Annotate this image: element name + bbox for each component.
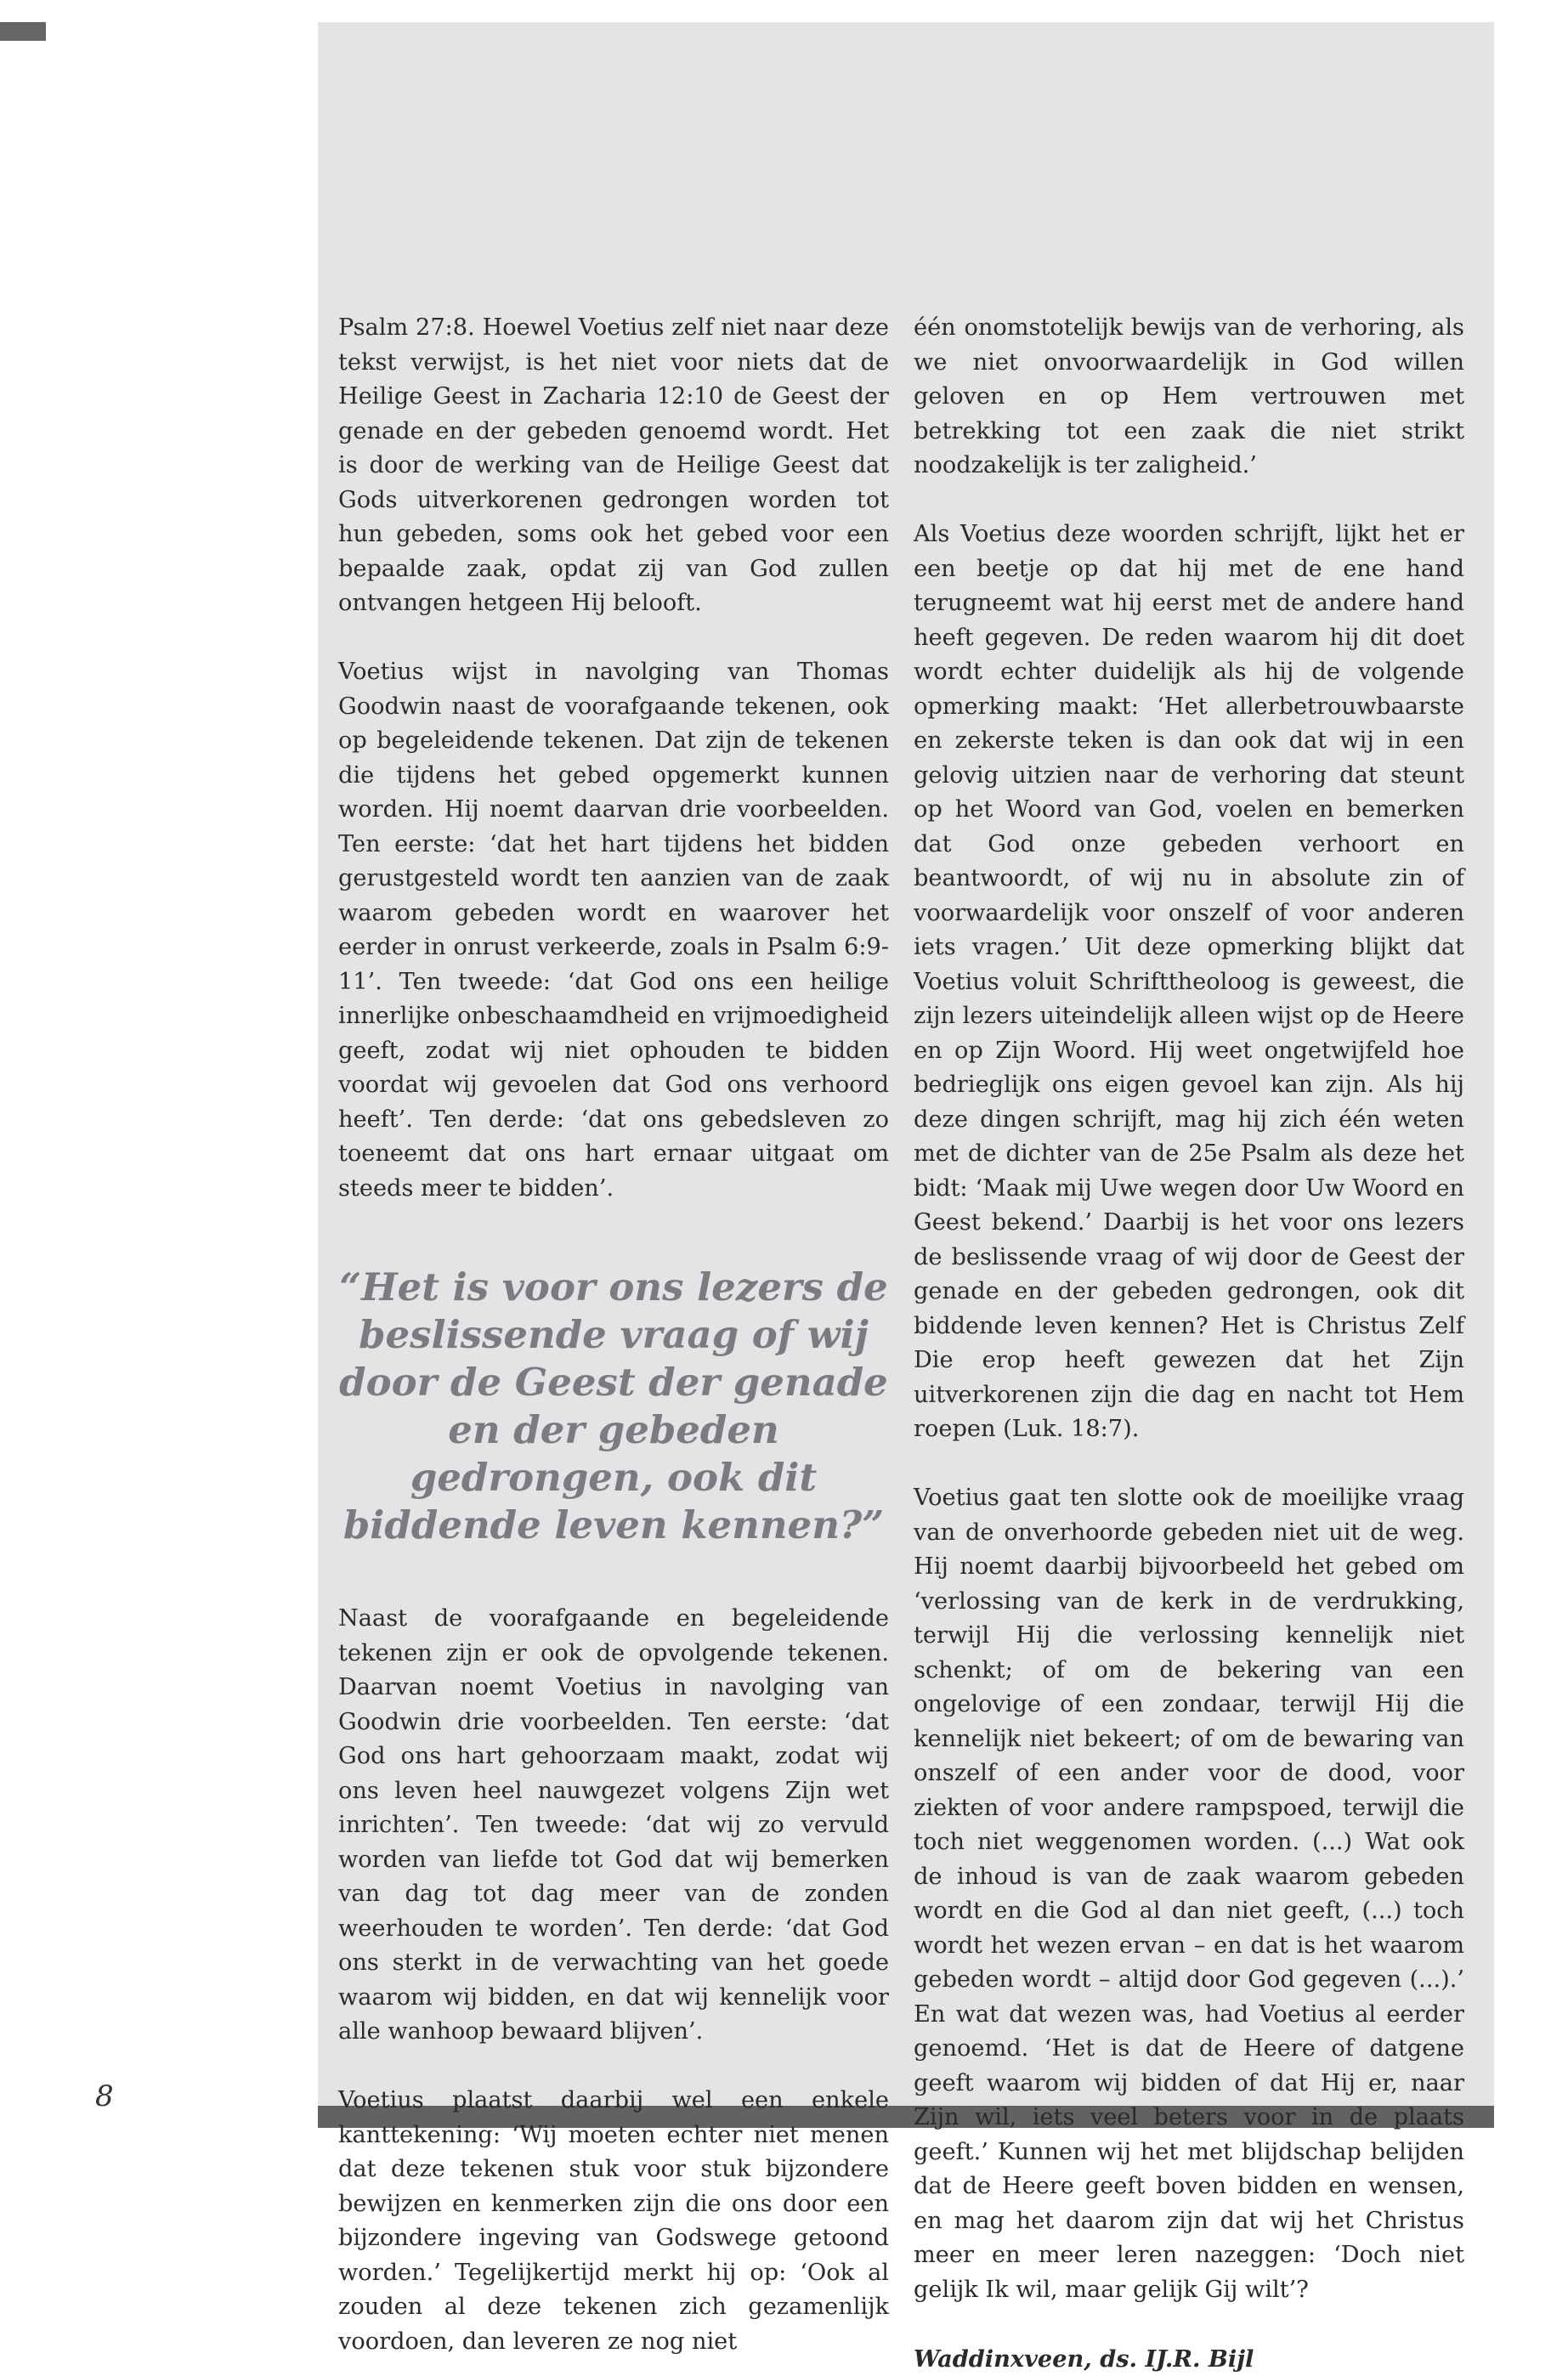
paragraph: Psalm 27:8. Hoewel Voetius zelf niet naar deze tekst verwijst, is het niet voor niets dat de Heilige Geest in Zacharia 12:10 de Geest der genade en der gebeden genoemd wordt. Het is door de werking van de Heilige Geest dat Gods uitverkorenen gedrongen worden tot hun gebeden, soms ook het gebed voor een bepaalde zaak, opdat zij van God zullen ontvangen hetgeen Hij belooft.	[338, 311, 889, 621]
page-number: 8	[95, 2079, 114, 2113]
corner-tab-marker	[0, 22, 46, 41]
paragraph: Als Voetius deze woorden schrijft, lijkt het er een beetje op dat hij met de ene hand terugneemt wat hij eerst met de andere hand heeft gegeven. De reden waarom hij dit doet wordt echter duidelijk als hij de volgende opmerking maakt: ‘Het allerbetrouwbaarste en zekerste teken is dan ook dat wij in een gelovig uitzien naar de verhoring dat steunt op het Woord van God, voelen en bemerken dat God onze gebeden verhoort en beantwoordt, of wij nu in absolute zin of voorwaardelijk voor onszelf of voor anderen iets vragen.’ Uit deze opmerking blijkt dat Voetius voluit Schrifttheoloog is geweest, die zijn lezers uiteindelijk alleen wijst op de Heere en op Zijn Woord. Hij weet ongetwijfeld hoe bedrieglijk ons eigen gevoel kan zijn. Als hij deze dingen schrijft, mag hij zich één weten met de dichter van de 25e Psalm als deze het bidt: ‘Maak mij Uwe wegen door Uw Woord en Geest bekend.’ Daarbij is het voor ons lezers de beslissende vraag of wij door de Geest der genade en der gebeden gedrongen, ook dit biddende leven kennen? Het is Christus Zelf Die erop heeft gewezen dat het Zijn uitverkorenen zijn die dag en nacht tot Hem roepen (Luk. 18:7).	[914, 518, 1464, 1447]
paragraph: Naast de voorafgaande en begeleidende tekenen zijn er ook de opvolgende tekenen. Daarvan noemt Voetius in navolging van Goodwin drie voorbeelden. Ten eerste: ‘dat God ons hart gehoorzaam maakt, zodat wij ons leven heel nauwgezet volgens Zijn wet inrichten’. Ten tweede: ‘dat wij zo vervuld worden van liefde tot God dat wij bemerken van dag tot dag meer van de zonden weerhouden te worden’. Ten derde: ‘dat God ons sterkt in de verwachting van het goede waarom wij bidden, en dat wij kennelijk voor alle wanhoop bewaard blijven’.	[338, 1602, 889, 2050]
left-column	[338, 311, 889, 2359]
author-signature: Waddinxveen, ds. IJ.R. Bijl	[914, 2342, 1464, 2376]
paragraph: Voetius wijst in navolging van Thomas Goodwin naast de voorafgaande tekenen, ook op begeleidende tekenen. Dat zijn de tekenen die tijdens het gebed opgemerkt kunnen worden. Hij noemt daarvan drie voorbeelden. Ten eerste: ‘dat het hart tijdens het bidden gerustgesteld wordt ten aanzien van de zaak waarom gebeden wordt en waarover het eerder in onrust verkeerde, zoals in Psalm 6:9-11’. Ten tweede: ‘dat God ons een heilige innerlijke onbeschaamdheid en vrijmoedigheid geeft, zodat wij niet ophouden te bidden voordat wij gevoelen dat God ons verhoord heeft’. Ten derde: ‘dat ons gebedsleven zo toeneemt dat ons hart ernaar uitgaat om steeds meer te bidden’.	[338, 655, 889, 1206]
pull-quote: “Het is voor ons lezers de beslissende vraag of wij door de Geest der genade en der gebeden gedrongen, ook dit biddende leven kennen?”	[338, 1264, 889, 1549]
paragraph: één onomstotelijk bewijs van de verhoring, als we niet onvoorwaardelijk in God willen geloven en op Hem vertrouwen met betrekking tot een zaak die niet strikt noodzakelijk is ter zaligheid.’	[914, 311, 1464, 484]
paragraph: Voetius plaatst daarbij wel een enkele kanttekening: ‘Wij moeten echter niet menen dat deze tekenen stuk voor stuk bijzondere bewijzen en kenmerken zijn die ons door een bijzondere ingeving van Godswege getoond worden.’ Tegelijkertijd merkt hij op: ‘Ook al zouden al deze tekenen zich gezamenlijk voordoen, dan leveren ze nog niet	[338, 2084, 889, 2359]
paragraph: Voetius gaat ten slotte ook de moeilijke vraag van de onverhoorde gebeden niet uit de weg. Hij noemt daarbij bijvoorbeeld het gebed om ‘verlossing van de kerk in de verdrukking, terwijl Hij die verlossing kennelijk niet schenkt; of om de bekering van een ongelovige of een zondaar, terwijl Hij die kennelijk niet bekeert; of om de bewaring van onszelf of een ander voor de dood, voor ziekten of voor andere rampspoed, terwijl die toch niet weggenomen worden. (...) Wat ook de inhoud is van de zaak waarom gebeden wordt en die God al dan niet geeft, (...) toch wordt het wezen ervan – en dat is het waarom gebeden wordt – altijd door God gegeven (...).’ En wat dat wezen was, had Voetius al eerder genoemd. ‘Het is dat de Heere of datgene geeft waarom wij bidden of dat Hij er, naar Zijn wil, iets veel beters voor in de plaats geeft.’ Kunnen wij het met blijdschap belijden dat de Heere geeft boven bidden en wensen, en mag het daarom zijn dat wij het Christus meer en meer leren nazeggen: ‘Doch niet gelijk Ik wil, maar gelijk Gij wilt’?	[914, 1481, 1464, 2307]
right-column	[914, 311, 1464, 2376]
